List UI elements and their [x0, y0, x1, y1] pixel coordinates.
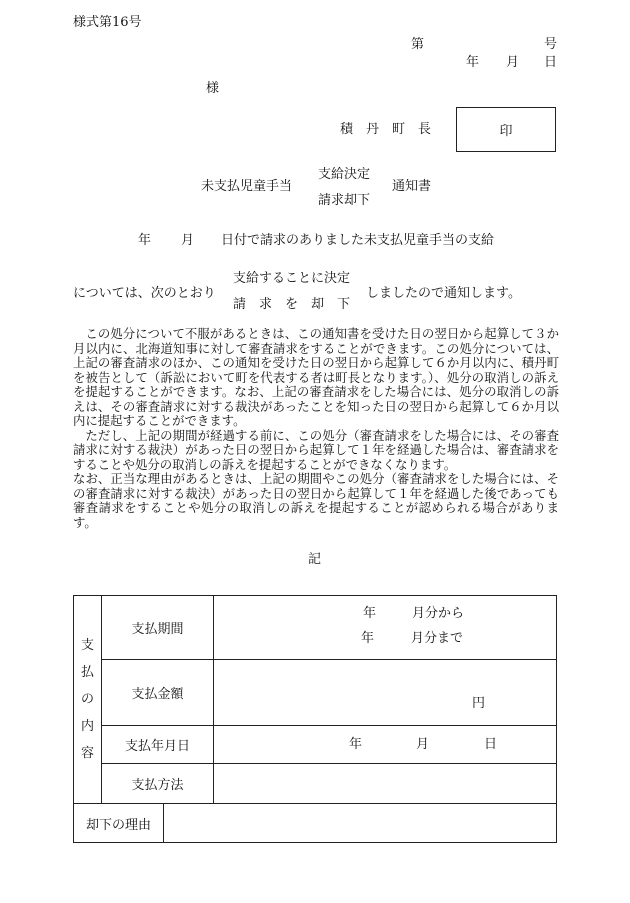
document-number-prefix: 第 — [411, 37, 425, 52]
issue-date-day: 日 — [544, 55, 558, 70]
appeal-notice — [73, 327, 559, 530]
decision-option-reject: 請 求 を 却 下 — [233, 297, 351, 312]
title-left: 未支払児童手当 — [201, 179, 293, 194]
amount-label: 支払金額 — [102, 660, 214, 726]
recipient-suffix: 様 — [206, 81, 220, 96]
notice-paragraph-2: ただし、上記の期間が経過する前に、この処分（審査請求をした場合には、その審査請求に対する裁決）があった日の翌日から起算して１年を経過した場合は、審査請求をすることや処分の取消しの訴えを提起することができなくなります。 — [73, 427, 559, 472]
decision-option-grant: 支給することに決定 — [233, 271, 351, 286]
notice-paragraph-3: なお、正当な理由があるときは、上記の期間やこの処分（審査請求をした場合には、その審査請求に対する裁決）があった日の翌日から起算して１年を経過した後であっても審査請求をすることや処分の取消しの訴えを提起することが認められる場合があります。 — [73, 471, 559, 530]
payment-detail-table — [73, 595, 557, 843]
ki-heading: 記 — [308, 552, 322, 567]
title-option-reject: 請求却下 — [318, 193, 371, 208]
intro-month: 月 — [181, 233, 195, 248]
decision-right: しましたので通知します。 — [366, 286, 521, 301]
intro-text: 日付で請求のありました未支払児童手当の支給 — [221, 233, 495, 248]
payment-date-value[interactable]: 年 月 日 — [214, 726, 557, 764]
payment-method-value[interactable] — [214, 764, 557, 804]
rejection-reason-row — [74, 804, 557, 843]
amount-value[interactable]: 円 — [214, 660, 557, 726]
title-option-grant: 支給決定 — [318, 167, 371, 182]
payment-method-label: 支払方法 — [102, 764, 214, 804]
form-number: 様式第16号 — [73, 15, 142, 30]
sender-title: 積 丹 町 長 — [340, 122, 432, 137]
rejection-reason-value[interactable] — [164, 804, 556, 842]
title-right: 通知書 — [392, 179, 432, 194]
issue-date-month: 月 — [506, 55, 520, 70]
decision-left: については、次のとおり — [73, 286, 216, 301]
payment-date-label: 支払年月日 — [102, 726, 214, 764]
intro-year: 年 — [138, 233, 152, 248]
issue-date-year: 年 — [466, 55, 480, 70]
period-value[interactable]: 年 月分から 年 月分まで — [214, 596, 557, 660]
rejection-reason-label: 却下の理由 — [74, 804, 164, 842]
period-label: 支払期間 — [102, 596, 214, 660]
seal-box — [456, 107, 556, 152]
seal-label: 印 — [499, 124, 513, 139]
notice-paragraph-1: この処分について不服があるときは、この通知書を受けた日の翌日から起算して３か月以内に、北海道知事に対して審査請求をすることができます。この処分については、上記の審査請求のほか、この通知を受けた日の翌日から起算して６か月以内に、積丹町を被告として（訴訟において町を代表する者は町長となります。）、処分の取消しの訴えを提起することができます。なお、上記の審査請求をした場合には、処分の取消しの訴えは、その審査請求に対する裁決があったことを知った日の翌日から起算して６か月以内に提起することができます。 — [73, 326, 559, 428]
document-number-suffix: 号 — [544, 37, 558, 52]
payment-contents-label: 支 払 の 内 容 — [74, 596, 102, 804]
